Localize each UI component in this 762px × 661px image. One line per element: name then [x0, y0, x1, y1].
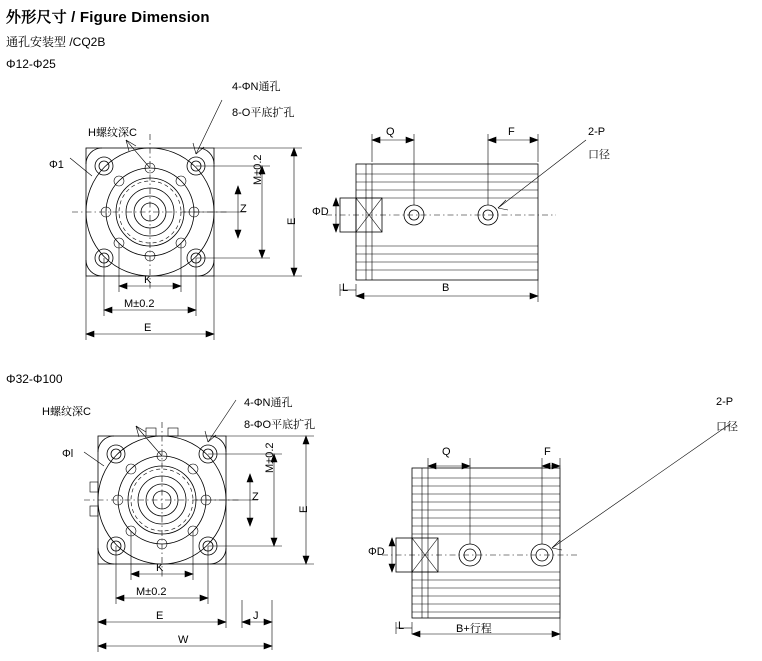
callout-thread-depth-1: H螺纹深C — [88, 127, 137, 139]
dim-m-horizontal-2: M±0.2 — [136, 586, 167, 598]
dim-phi1-2: Φl — [62, 448, 74, 460]
bottom-left-end-view — [84, 400, 314, 652]
dim-e-vertical-2: E — [298, 505, 310, 513]
dim-z-1: Z — [240, 203, 247, 215]
dim-m-vertical-2: M±0.2 — [264, 442, 276, 473]
dim-phiD-1: ΦD — [312, 206, 329, 218]
dim-e-vertical-1: E — [286, 217, 298, 225]
dim-k-2: K — [156, 562, 164, 574]
page-title: 外形尺寸 / Figure Dimension — [6, 9, 210, 26]
top-right-side-view — [326, 134, 586, 302]
subtitle-mount-type: 通孔安装型 /CQ2B — [6, 35, 106, 49]
dim-q-2: Q — [442, 446, 451, 458]
dim-z-2: Z — [252, 491, 259, 503]
dim-phiD-2: ΦD — [368, 546, 385, 558]
callout-through-holes-2: 4-ΦN通孔 — [244, 397, 293, 409]
series-label-1: Φ12-Φ25 — [6, 57, 56, 71]
callout-through-holes-1: 4-ΦN通孔 — [232, 81, 281, 93]
dim-q-1: Q — [386, 126, 395, 138]
dim-b-1: B — [442, 282, 450, 294]
callout-port-1: 2-P — [588, 126, 606, 138]
series-label-2: Φ32-Φ100 — [6, 372, 63, 386]
callout-port-2: 2-P — [716, 396, 734, 408]
dim-b-2: B+行程 — [456, 623, 492, 635]
bottom-right-side-view — [382, 424, 730, 640]
callout-port-bore-2: 口径 — [716, 421, 738, 433]
callout-port-bore-1: 口径 — [588, 149, 610, 161]
dim-m-horizontal-1: M±0.2 — [124, 298, 155, 310]
dim-j-2: J — [253, 610, 259, 622]
dim-l-2: L — [398, 620, 405, 632]
dim-l-1: L — [342, 282, 349, 294]
dim-k-1: K — [144, 274, 152, 286]
dim-e-horizontal-2: E — [156, 610, 164, 622]
callout-counterbore-1: 8-O平底扩孔 — [232, 107, 295, 119]
dim-f-1: F — [508, 126, 515, 138]
dim-e-horizontal-1: E — [144, 322, 152, 334]
dim-m-vertical-1: M±0.2 — [252, 154, 264, 185]
callout-counterbore-2: 8-ΦO平底扩孔 — [244, 419, 316, 431]
dim-w-2: W — [178, 634, 189, 646]
callout-thread-depth-2: H螺纹深C — [42, 406, 91, 418]
dim-f-2: F — [544, 446, 551, 458]
dim-phi1-1: Φ1 — [49, 159, 64, 171]
